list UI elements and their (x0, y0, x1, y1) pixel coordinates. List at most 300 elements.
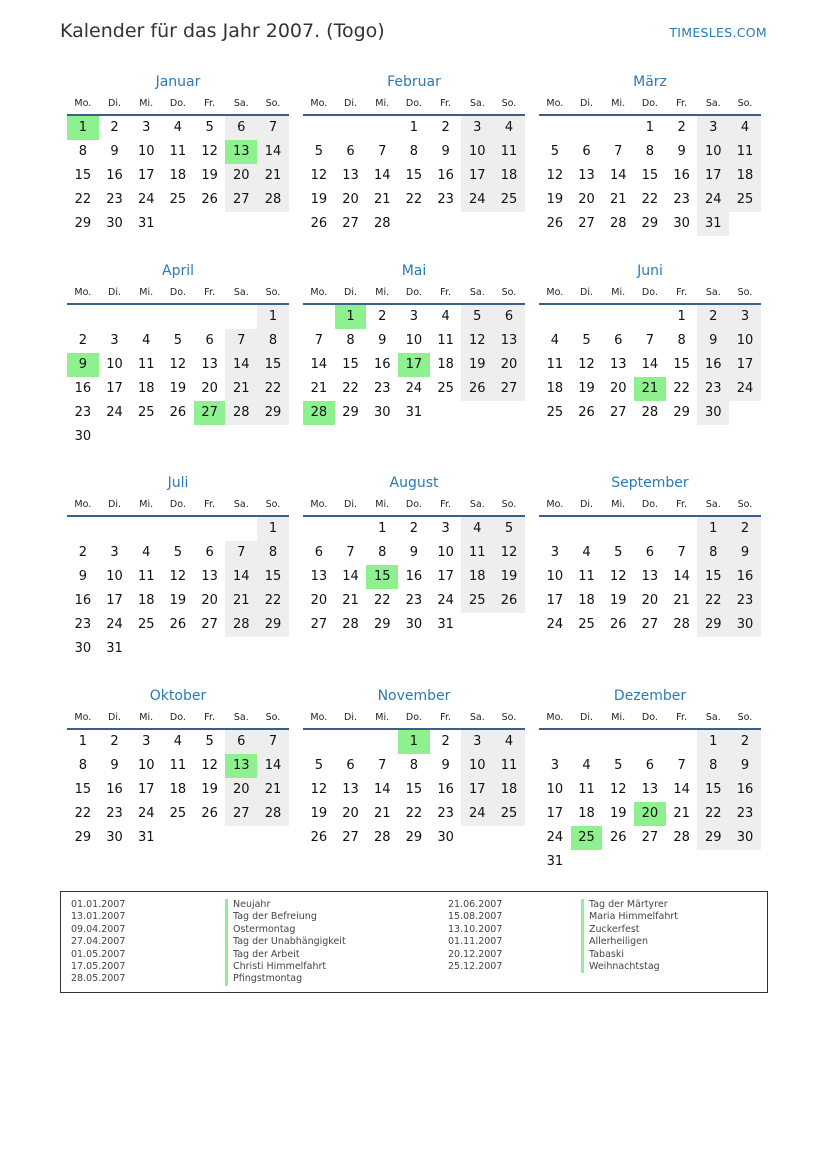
day-cell[interactable]: 7 (314, 333, 323, 348)
day-cell[interactable]: 26 (169, 405, 187, 420)
day-cell[interactable]: 21 (609, 192, 627, 207)
day-cell[interactable]: 10 (437, 545, 454, 560)
day-cell[interactable]: 25 (169, 806, 187, 821)
day-cell[interactable]: 25 (493, 188, 525, 212)
day-cell[interactable]: 10 (461, 140, 493, 164)
day-cell[interactable]: 2 (729, 730, 761, 754)
day-cell[interactable]: 26 (169, 617, 187, 632)
day-cell[interactable]: 23 (373, 381, 391, 396)
day-cell[interactable]: 18 (137, 593, 155, 608)
day-cell[interactable]: 13 (641, 569, 659, 584)
day-cell[interactable]: 27 (493, 377, 525, 401)
day-cell[interactable]: 9 (697, 329, 729, 353)
day-cell[interactable]: 25 (137, 617, 155, 632)
day-cell[interactable]: 11 (169, 144, 187, 159)
day-cell[interactable]: 4 (173, 120, 183, 135)
day-cell[interactable]: 22 (257, 377, 289, 401)
day-cell[interactable]: 12 (310, 782, 328, 797)
day-cell[interactable]: 19 (493, 565, 525, 589)
day-cell[interactable]: 8 (645, 144, 655, 159)
day-cell[interactable]: 18 (578, 593, 595, 608)
day-cell[interactable]: 18 (546, 381, 564, 396)
day-cell[interactable]: 3 (142, 120, 151, 135)
day-cell[interactable]: 16 (729, 778, 761, 802)
day-cell[interactable]: 13 (578, 168, 595, 183)
holiday-day-cell[interactable]: 1 (67, 116, 99, 140)
day-cell[interactable]: 12 (609, 782, 627, 797)
day-cell[interactable]: 3 (461, 730, 493, 754)
day-cell[interactable]: 31 (437, 617, 454, 632)
day-cell[interactable]: 9 (729, 754, 761, 778)
day-cell[interactable]: 3 (110, 333, 119, 348)
holiday-day-cell[interactable]: 1 (335, 305, 367, 329)
day-cell[interactable]: 5 (205, 734, 214, 749)
day-cell[interactable]: 29 (697, 826, 729, 850)
day-cell[interactable]: 24 (461, 188, 493, 212)
day-cell[interactable]: 22 (673, 381, 690, 396)
day-cell[interactable]: 24 (546, 830, 564, 845)
day-cell[interactable]: 12 (169, 357, 187, 372)
day-cell[interactable]: 23 (74, 617, 92, 632)
day-cell[interactable]: 14 (225, 353, 257, 377)
day-cell[interactable]: 28 (609, 216, 627, 231)
day-cell[interactable]: 14 (641, 357, 659, 372)
day-cell[interactable]: 7 (257, 730, 289, 754)
day-cell[interactable]: 24 (106, 405, 123, 420)
day-cell[interactable]: 27 (342, 830, 359, 845)
day-cell[interactable]: 11 (493, 140, 525, 164)
day-cell[interactable]: 29 (373, 617, 391, 632)
day-cell[interactable]: 6 (225, 116, 257, 140)
day-cell[interactable]: 27 (310, 617, 328, 632)
day-cell[interactable]: 29 (74, 216, 92, 231)
day-cell[interactable]: 3 (550, 758, 559, 773)
day-cell[interactable]: 5 (614, 545, 623, 560)
day-cell[interactable]: 13 (201, 569, 218, 584)
day-cell[interactable]: 21 (257, 164, 289, 188)
day-cell[interactable]: 16 (74, 593, 92, 608)
day-cell[interactable]: 12 (578, 357, 595, 372)
day-cell[interactable]: 15 (697, 778, 729, 802)
day-cell[interactable]: 26 (546, 216, 564, 231)
day-cell[interactable]: 16 (106, 168, 123, 183)
day-cell[interactable]: 28 (342, 617, 359, 632)
day-cell[interactable]: 29 (342, 405, 359, 420)
day-cell[interactable]: 17 (546, 593, 564, 608)
day-cell[interactable]: 3 (729, 305, 761, 329)
day-cell[interactable]: 30 (729, 613, 761, 637)
day-cell[interactable]: 23 (673, 192, 690, 207)
day-cell[interactable]: 21 (373, 192, 391, 207)
day-cell[interactable]: 25 (493, 802, 525, 826)
day-cell[interactable]: 22 (342, 381, 359, 396)
holiday-day-cell[interactable]: 27 (194, 401, 226, 425)
day-cell[interactable]: 31 (546, 854, 564, 869)
day-cell[interactable]: 4 (729, 116, 761, 140)
day-cell[interactable]: 17 (546, 806, 564, 821)
day-cell[interactable]: 3 (110, 545, 119, 560)
holiday-day-cell[interactable]: 9 (67, 353, 99, 377)
day-cell[interactable]: 28 (257, 802, 289, 826)
day-cell[interactable]: 7 (645, 333, 655, 348)
day-cell[interactable]: 1 (257, 517, 289, 541)
day-cell[interactable]: 1 (409, 120, 419, 135)
day-cell[interactable]: 10 (137, 144, 155, 159)
day-cell[interactable]: 7 (225, 541, 257, 565)
day-cell[interactable]: 4 (582, 758, 591, 773)
day-cell[interactable]: 14 (609, 168, 627, 183)
day-cell[interactable]: 5 (493, 517, 525, 541)
holiday-day-cell[interactable]: 15 (366, 565, 398, 589)
day-cell[interactable]: 17 (697, 164, 729, 188)
day-cell[interactable]: 27 (578, 216, 595, 231)
day-cell[interactable]: 16 (74, 381, 92, 396)
day-cell[interactable]: 26 (609, 617, 627, 632)
day-cell[interactable]: 21 (673, 593, 690, 608)
day-cell[interactable]: 15 (673, 357, 690, 372)
day-cell[interactable]: 26 (493, 589, 525, 613)
day-cell[interactable]: 29 (673, 405, 690, 420)
day-cell[interactable]: 20 (342, 192, 359, 207)
day-cell[interactable]: 8 (78, 758, 87, 773)
day-cell[interactable]: 5 (614, 758, 623, 773)
day-cell[interactable]: 27 (201, 617, 218, 632)
day-cell[interactable]: 11 (137, 357, 155, 372)
day-cell[interactable]: 17 (729, 353, 761, 377)
day-cell[interactable]: 12 (201, 144, 218, 159)
day-cell[interactable]: 2 (441, 734, 450, 749)
day-cell[interactable]: 9 (441, 758, 450, 773)
day-cell[interactable]: 9 (409, 545, 419, 560)
day-cell[interactable]: 26 (201, 806, 218, 821)
day-cell[interactable]: 20 (201, 381, 218, 396)
day-cell[interactable]: 20 (310, 593, 328, 608)
day-cell[interactable]: 17 (137, 168, 155, 183)
day-cell[interactable]: 14 (373, 782, 391, 797)
day-cell[interactable]: 21 (257, 778, 289, 802)
day-cell[interactable]: 5 (550, 144, 559, 159)
day-cell[interactable]: 4 (142, 545, 151, 560)
day-cell[interactable]: 15 (257, 353, 289, 377)
day-cell[interactable]: 9 (110, 758, 119, 773)
day-cell[interactable]: 22 (405, 192, 423, 207)
day-cell[interactable]: 19 (609, 806, 627, 821)
day-cell[interactable]: 1 (677, 309, 686, 324)
day-cell[interactable]: 11 (578, 569, 595, 584)
day-cell[interactable]: 21 (342, 593, 359, 608)
day-cell[interactable]: 15 (257, 565, 289, 589)
day-cell[interactable]: 8 (409, 758, 419, 773)
day-cell[interactable]: 26 (578, 405, 595, 420)
day-cell[interactable]: 19 (169, 381, 187, 396)
day-cell[interactable]: 25 (169, 192, 187, 207)
day-cell[interactable]: 12 (609, 569, 627, 584)
day-cell[interactable]: 7 (614, 144, 623, 159)
day-cell[interactable]: 6 (582, 144, 591, 159)
day-cell[interactable]: 4 (142, 333, 151, 348)
day-cell[interactable]: 20 (641, 593, 659, 608)
day-cell[interactable]: 24 (729, 377, 761, 401)
day-cell[interactable]: 1 (697, 730, 729, 754)
day-cell[interactable]: 5 (205, 120, 214, 135)
day-cell[interactable]: 16 (405, 569, 423, 584)
holiday-day-cell[interactable]: 21 (634, 377, 666, 401)
day-cell[interactable]: 21 (225, 589, 257, 613)
day-cell[interactable]: 18 (169, 782, 187, 797)
day-cell[interactable]: 23 (405, 593, 423, 608)
day-cell[interactable]: 10 (106, 569, 123, 584)
day-cell[interactable]: 6 (645, 545, 655, 560)
day-cell[interactable]: 22 (641, 192, 659, 207)
day-cell[interactable]: 25 (729, 188, 761, 212)
day-cell[interactable]: 14 (257, 754, 289, 778)
day-cell[interactable]: 30 (373, 405, 391, 420)
day-cell[interactable]: 9 (378, 333, 387, 348)
day-cell[interactable]: 7 (378, 758, 387, 773)
day-cell[interactable]: 20 (225, 164, 257, 188)
holiday-day-cell[interactable]: 17 (398, 353, 430, 377)
day-cell[interactable]: 10 (729, 329, 761, 353)
day-cell[interactable]: 10 (697, 140, 729, 164)
day-cell[interactable]: 30 (74, 641, 92, 656)
day-cell[interactable]: 29 (405, 830, 423, 845)
day-cell[interactable]: 8 (409, 144, 419, 159)
day-cell[interactable]: 2 (729, 517, 761, 541)
day-cell[interactable]: 8 (346, 333, 355, 348)
day-cell[interactable]: 12 (310, 168, 328, 183)
day-cell[interactable]: 25 (461, 589, 493, 613)
day-cell[interactable]: 1 (697, 517, 729, 541)
day-cell[interactable]: 9 (729, 541, 761, 565)
day-cell[interactable]: 27 (225, 188, 257, 212)
day-cell[interactable]: 15 (405, 168, 423, 183)
day-cell[interactable]: 27 (641, 830, 659, 845)
day-cell[interactable]: 14 (225, 565, 257, 589)
day-cell[interactable]: 21 (225, 377, 257, 401)
day-cell[interactable]: 18 (461, 565, 493, 589)
day-cell[interactable]: 10 (405, 333, 423, 348)
day-cell[interactable]: 11 (729, 140, 761, 164)
day-cell[interactable]: 4 (493, 116, 525, 140)
day-cell[interactable]: 18 (437, 357, 454, 372)
day-cell[interactable]: 24 (137, 192, 155, 207)
day-cell[interactable]: 14 (257, 140, 289, 164)
day-cell[interactable]: 23 (437, 192, 454, 207)
day-cell[interactable]: 29 (74, 830, 92, 845)
day-cell[interactable]: 20 (609, 381, 627, 396)
day-cell[interactable]: 7 (677, 758, 686, 773)
day-cell[interactable]: 2 (110, 734, 119, 749)
day-cell[interactable]: 8 (378, 545, 387, 560)
day-cell[interactable]: 30 (729, 826, 761, 850)
day-cell[interactable]: 19 (310, 192, 328, 207)
day-cell[interactable]: 30 (106, 216, 123, 231)
day-cell[interactable]: 15 (405, 782, 423, 797)
day-cell[interactable]: 13 (310, 569, 328, 584)
day-cell[interactable]: 5 (314, 758, 323, 773)
day-cell[interactable]: 18 (578, 806, 595, 821)
day-cell[interactable]: 21 (373, 806, 391, 821)
day-cell[interactable]: 6 (225, 730, 257, 754)
day-cell[interactable]: 17 (106, 593, 123, 608)
day-cell[interactable]: 8 (677, 333, 686, 348)
day-cell[interactable]: 16 (373, 357, 391, 372)
day-cell[interactable]: 31 (137, 216, 155, 231)
day-cell[interactable]: 6 (346, 144, 355, 159)
day-cell[interactable]: 25 (437, 381, 454, 396)
day-cell[interactable]: 16 (437, 168, 454, 183)
day-cell[interactable]: 20 (578, 192, 595, 207)
day-cell[interactable]: 23 (729, 802, 761, 826)
day-cell[interactable]: 18 (169, 168, 187, 183)
day-cell[interactable]: 19 (201, 782, 218, 797)
day-cell[interactable]: 23 (437, 806, 454, 821)
day-cell[interactable]: 30 (437, 830, 454, 845)
day-cell[interactable]: 12 (201, 758, 218, 773)
day-cell[interactable]: 5 (173, 333, 183, 348)
day-cell[interactable]: 7 (257, 116, 289, 140)
day-cell[interactable]: 5 (173, 545, 183, 560)
day-cell[interactable]: 29 (641, 216, 659, 231)
day-cell[interactable]: 20 (342, 806, 359, 821)
day-cell[interactable]: 25 (578, 617, 595, 632)
day-cell[interactable]: 17 (137, 782, 155, 797)
day-cell[interactable]: 11 (437, 333, 454, 348)
day-cell[interactable]: 1 (78, 734, 87, 749)
day-cell[interactable]: 30 (673, 216, 690, 231)
day-cell[interactable]: 6 (614, 333, 623, 348)
day-cell[interactable]: 19 (609, 593, 627, 608)
day-cell[interactable]: 4 (550, 333, 559, 348)
day-cell[interactable]: 19 (201, 168, 218, 183)
day-cell[interactable]: 13 (641, 782, 659, 797)
day-cell[interactable]: 2 (441, 120, 450, 135)
day-cell[interactable]: 25 (137, 405, 155, 420)
day-cell[interactable]: 13 (342, 782, 359, 797)
day-cell[interactable]: 6 (645, 758, 655, 773)
holiday-day-cell[interactable]: 1 (398, 730, 430, 754)
day-cell[interactable]: 6 (205, 333, 214, 348)
day-cell[interactable]: 10 (106, 357, 123, 372)
day-cell[interactable]: 22 (405, 806, 423, 821)
day-cell[interactable]: 2 (677, 120, 686, 135)
day-cell[interactable]: 17 (437, 569, 454, 584)
day-cell[interactable]: 19 (310, 806, 328, 821)
day-cell[interactable]: 16 (697, 353, 729, 377)
day-cell[interactable]: 9 (677, 144, 686, 159)
holiday-day-cell[interactable]: 20 (634, 802, 666, 826)
day-cell[interactable]: 21 (310, 381, 328, 396)
day-cell[interactable]: 8 (697, 754, 729, 778)
day-cell[interactable]: 3 (409, 309, 419, 324)
day-cell[interactable]: 14 (673, 569, 690, 584)
day-cell[interactable]: 14 (310, 357, 328, 372)
day-cell[interactable]: 26 (461, 377, 493, 401)
day-cell[interactable]: 9 (78, 569, 87, 584)
day-cell[interactable]: 5 (461, 305, 493, 329)
day-cell[interactable]: 18 (493, 164, 525, 188)
day-cell[interactable]: 24 (405, 381, 423, 396)
day-cell[interactable]: 11 (546, 357, 564, 372)
day-cell[interactable]: 15 (641, 168, 659, 183)
day-cell[interactable]: 22 (74, 806, 92, 821)
day-cell[interactable]: 14 (342, 569, 359, 584)
day-cell[interactable]: 26 (609, 830, 627, 845)
day-cell[interactable]: 31 (697, 212, 729, 236)
day-cell[interactable]: 29 (697, 613, 729, 637)
day-cell[interactable]: 8 (697, 541, 729, 565)
day-cell[interactable]: 28 (373, 216, 391, 231)
day-cell[interactable]: 2 (78, 333, 87, 348)
day-cell[interactable]: 22 (373, 593, 391, 608)
holiday-day-cell[interactable]: 25 (571, 826, 603, 850)
day-cell[interactable]: 3 (697, 116, 729, 140)
day-cell[interactable]: 29 (257, 401, 289, 425)
day-cell[interactable]: 12 (461, 329, 493, 353)
day-cell[interactable]: 17 (106, 381, 123, 396)
day-cell[interactable]: 23 (74, 405, 92, 420)
day-cell[interactable]: 13 (609, 357, 627, 372)
day-cell[interactable]: 31 (137, 830, 155, 845)
day-cell[interactable]: 18 (493, 778, 525, 802)
day-cell[interactable]: 28 (225, 401, 257, 425)
day-cell[interactable]: 14 (373, 168, 391, 183)
day-cell[interactable]: 5 (314, 144, 323, 159)
day-cell[interactable]: 16 (106, 782, 123, 797)
day-cell[interactable]: 15 (342, 357, 359, 372)
day-cell[interactable]: 15 (697, 565, 729, 589)
day-cell[interactable]: 19 (546, 192, 564, 207)
day-cell[interactable]: 27 (342, 216, 359, 231)
day-cell[interactable]: 12 (546, 168, 564, 183)
day-cell[interactable]: 22 (74, 192, 92, 207)
day-cell[interactable]: 11 (137, 569, 155, 584)
day-cell[interactable]: 16 (673, 168, 690, 183)
day-cell[interactable]: 28 (373, 830, 391, 845)
day-cell[interactable]: 7 (346, 545, 355, 560)
day-cell[interactable]: 24 (137, 806, 155, 821)
day-cell[interactable]: 20 (493, 353, 525, 377)
day-cell[interactable]: 27 (609, 405, 627, 420)
day-cell[interactable]: 9 (441, 144, 450, 159)
day-cell[interactable]: 7 (378, 144, 387, 159)
day-cell[interactable]: 12 (493, 541, 525, 565)
day-cell[interactable]: 11 (461, 541, 493, 565)
day-cell[interactable]: 28 (257, 188, 289, 212)
day-cell[interactable]: 24 (697, 188, 729, 212)
day-cell[interactable]: 23 (697, 377, 729, 401)
day-cell[interactable]: 26 (201, 192, 218, 207)
day-cell[interactable]: 19 (578, 381, 595, 396)
day-cell[interactable]: 6 (346, 758, 355, 773)
holiday-day-cell[interactable]: 28 (303, 401, 335, 425)
day-cell[interactable]: 14 (673, 782, 690, 797)
day-cell[interactable]: 16 (437, 782, 454, 797)
day-cell[interactable]: 25 (546, 405, 564, 420)
day-cell[interactable]: 24 (461, 802, 493, 826)
day-cell[interactable]: 16 (729, 565, 761, 589)
day-cell[interactable]: 30 (405, 617, 423, 632)
day-cell[interactable]: 4 (582, 545, 591, 560)
day-cell[interactable]: 28 (225, 613, 257, 637)
day-cell[interactable]: 3 (142, 734, 151, 749)
day-cell[interactable]: 24 (546, 617, 564, 632)
day-cell[interactable]: 6 (493, 305, 525, 329)
day-cell[interactable]: 28 (673, 830, 690, 845)
day-cell[interactable]: 7 (225, 329, 257, 353)
day-cell[interactable]: 8 (78, 144, 87, 159)
day-cell[interactable]: 22 (697, 589, 729, 613)
